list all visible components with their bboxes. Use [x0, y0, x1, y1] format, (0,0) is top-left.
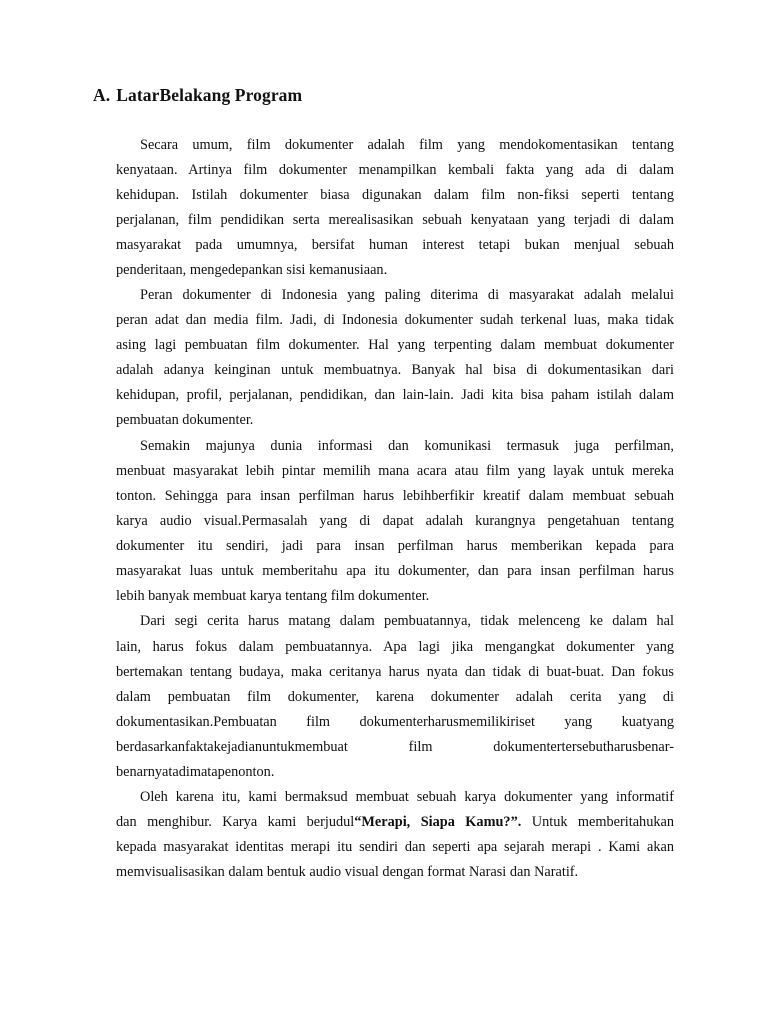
text-line: penderitaan, mengedepankan sisi kemanusiaan. — [116, 262, 388, 278]
text-line: tonton. Sehingga para insan perfilman harus lebihberfikir kreatif dalam membuat sebuah — [116, 488, 674, 504]
text-line: Dari segi cerita harus matang dalam pembuatannya, tidak melenceng ke dalam hal — [140, 613, 674, 629]
text-line: kehidupan, profil, perjalanan, pendidikan, dan lain-lain. Jadi kita bisa paham istilah dalam — [116, 387, 674, 403]
section-letter: A. — [93, 85, 111, 105]
text-line: menbuat masyarakat lebih pintar memilih mana acara atau film yang layak untuk mereka — [116, 463, 674, 479]
text-line: berdasarkanfaktakejadianuntukmembuat film dokumentertersebutharusbenar- — [116, 739, 674, 755]
text-line: peran adat dan media film. Jadi, di Indonesia dokumenter sudah terkenal luas, maka tidak — [116, 312, 674, 328]
text-line: asing lagi pembuatan film dokumenter. Hal yang terpenting dalam membuat dokumenter — [116, 337, 674, 353]
text-line: lain, harus fokus dalam pembuatannya. Apa lagi jika mengangkat dokumenter yang — [116, 639, 674, 655]
text-line: bertemakan tentang budaya, maka ceritanya harus nyata dan tidak di buat-buat. Dan fokus — [116, 664, 674, 680]
text-line: kepada masyarakat identitas merapi itu sendiri dan seperti apa sejarah merapi . Kami akan — [116, 839, 674, 855]
text-line: kehidupan. Istilah dokumenter biasa digunakan dalam film non-fiksi seperti tentang — [116, 187, 674, 203]
text-line: Semakin majunya dunia informasi dan komunikasi termasuk juga perfilman, — [140, 438, 674, 454]
text-line: dokumenter itu sendiri, jadi para insan perfilman harus memberikan kepada para — [116, 538, 674, 554]
text-line: pembuatan dokumenter. — [116, 412, 254, 428]
section-heading — [93, 85, 302, 106]
film-title: “Merapi, Siapa Kamu?”. — [354, 814, 522, 830]
text-line: Oleh karena itu, kami bermaksud membuat sebuah karya dokumenter yang informatif — [140, 789, 674, 805]
text-line: masyarakat luas untuk memberitahu apa itu dokumenter, dan para insan perfilman harus — [116, 563, 674, 579]
text-line: perjalanan, film pendidikan serta merealisasikan sebuah kenyataan yang terjadi di dalam — [116, 212, 674, 228]
text-line: dokumentasikan.Pembuatan film dokumenterharusmemilikiriset yang kuatyang — [116, 714, 674, 730]
text-fragment: dan menghibur. Karya kami berjudul — [116, 814, 355, 830]
text-line: adalah adanya keinginan untuk membuatnya. Banyak hal bisa di dokumentasikan dari — [116, 362, 674, 378]
text-line: Peran dokumenter di Indonesia yang paling diterima di masyarakat adalah melalui — [140, 287, 674, 303]
text-fragment: Untuk memberitahukan — [521, 814, 674, 830]
text-line: benarnyatadimatapenonton. — [116, 764, 275, 780]
text-line: masyarakat pada umumnya, bersifat human interest tetapi bukan menjual sebuah — [116, 237, 674, 253]
section-title: LatarBelakang Program — [116, 85, 303, 105]
text-line: lebih banyak membuat karya tentang film dokumenter. — [116, 588, 430, 604]
text-line-with-title — [116, 813, 674, 831]
text-line: karya audio visual.Permasalah yang di dapat adalah kurangnya pengetahuan tentang — [116, 513, 674, 529]
text-line: memvisualisasikan dalam bentuk audio visual dengan format Narasi dan Naratif. — [116, 864, 579, 880]
text-line: dalam pembuatan film dokumenter, karena dokumenter adalah cerita yang di — [116, 689, 674, 705]
text-line: Secara umum, film dokumenter adalah film yang mendokomentasikan tentang — [140, 137, 674, 153]
text-line: kenyataan. Artinya film dokumenter menampilkan kembali fakta yang ada di dalam — [116, 162, 674, 178]
